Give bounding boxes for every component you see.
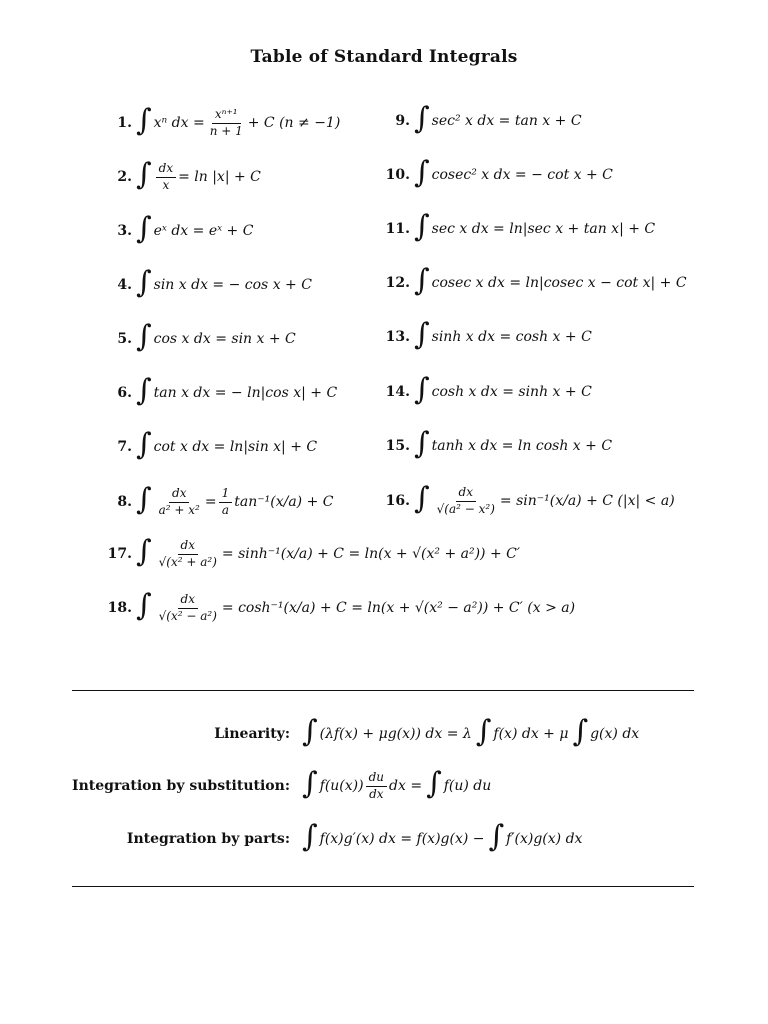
integral-row-12 bbox=[378, 263, 687, 303]
integral-number: 13. bbox=[385, 329, 410, 345]
fraction-denominator: a² + x² bbox=[158, 502, 200, 517]
integral-lhs: xⁿ dx = bbox=[153, 115, 205, 131]
integral-rhs: + C (n ≠ −1) bbox=[247, 115, 341, 131]
integral-row-5 bbox=[104, 319, 296, 359]
integral-lhs: sec² x dx = tan x + C bbox=[431, 113, 582, 129]
integral-number: 7. bbox=[117, 439, 132, 455]
integral-sign: ∫ bbox=[302, 766, 318, 801]
rule-linearity bbox=[0, 712, 768, 756]
integral-number: 8. bbox=[117, 494, 132, 510]
integral-lhs: sinh x dx = cosh x + C bbox=[431, 329, 592, 345]
integral-number: 15. bbox=[385, 438, 410, 454]
rule-part: f′(x)g(x) dx bbox=[506, 831, 583, 847]
integral-row-8 bbox=[104, 482, 333, 522]
integral-row-2 bbox=[104, 157, 261, 197]
equals-sign: = bbox=[204, 494, 217, 510]
integral-lhs: sin x dx = − cos x + C bbox=[153, 277, 312, 293]
integral-number: 5. bbox=[117, 331, 132, 347]
rule-label: Linearity: bbox=[214, 726, 290, 742]
fraction-numerator: xⁿ⁺¹ bbox=[212, 108, 241, 123]
integral-row-11 bbox=[378, 209, 655, 249]
bottom-divider bbox=[72, 886, 694, 887]
integral-lhs: tan x dx = − ln|cos x| + C bbox=[153, 385, 338, 401]
integral-number: 3. bbox=[117, 223, 132, 239]
fraction-numerator: dx bbox=[169, 487, 189, 502]
integral-sign: ∫ bbox=[136, 211, 152, 246]
integral-sign: ∫ bbox=[136, 534, 152, 569]
integral-row-16 bbox=[378, 481, 675, 521]
integral-number: 1. bbox=[117, 115, 132, 131]
integral-sign: ∫ bbox=[136, 157, 152, 192]
integral-lhs: tanh x dx = ln cosh x + C bbox=[431, 438, 613, 454]
integral-sign: ∫ bbox=[572, 714, 589, 749]
page-title: Table of Standard Integrals bbox=[250, 47, 518, 67]
integral-number: 6. bbox=[117, 385, 132, 401]
fraction-denominator: √(x² + a²) bbox=[158, 554, 217, 569]
integral-rhs: = cosh⁻¹(x/a) + C = ln(x + √(x² − a²)) + C′ (x > a) bbox=[221, 600, 576, 616]
integral-sign: ∫ bbox=[136, 319, 152, 354]
integral-lhs: cot x dx = ln|sin x| + C bbox=[153, 439, 318, 455]
fraction-numerator: du bbox=[366, 771, 387, 786]
integral-rhs: = ln |x| + C bbox=[178, 169, 261, 185]
integral-sign: ∫ bbox=[136, 373, 152, 408]
fraction bbox=[366, 771, 387, 800]
integral-sign: ∫ bbox=[414, 101, 430, 136]
rule-part: f(x) dx + μ bbox=[493, 726, 569, 742]
integral-number: 17. bbox=[107, 546, 132, 562]
integral-row-9 bbox=[378, 101, 582, 141]
integral-sign: ∫ bbox=[414, 209, 430, 244]
integral-sign: ∫ bbox=[136, 103, 152, 138]
rule-parts bbox=[0, 817, 768, 861]
integral-lhs: eˣ dx = eˣ + C bbox=[153, 223, 254, 239]
fraction-denominator: a bbox=[221, 502, 229, 517]
integral-number: 16. bbox=[385, 493, 410, 509]
integral-number: 14. bbox=[385, 384, 410, 400]
fraction-denominator: x bbox=[162, 177, 170, 192]
integral-sign: ∫ bbox=[136, 482, 152, 517]
integral-number: 9. bbox=[395, 113, 410, 129]
fraction-numerator: dx bbox=[456, 486, 476, 501]
integral-sign: ∫ bbox=[414, 372, 430, 407]
fraction-denominator: dx bbox=[369, 786, 384, 801]
integral-sign: ∫ bbox=[414, 155, 430, 190]
integral-row-1 bbox=[104, 103, 340, 143]
integral-sign: ∫ bbox=[414, 426, 430, 461]
integral-row-10 bbox=[378, 155, 613, 195]
integral-lhs: cosec² x dx = − cot x + C bbox=[431, 167, 613, 183]
integral-number: 12. bbox=[385, 275, 410, 291]
fraction bbox=[219, 487, 233, 516]
fraction bbox=[156, 593, 220, 622]
integral-row-17 bbox=[98, 534, 520, 574]
integral-number: 2. bbox=[117, 169, 132, 185]
integral-lhs: cos x dx = sin x + C bbox=[153, 331, 296, 347]
integral-rhs: tan⁻¹(x/a) + C bbox=[234, 494, 334, 510]
integral-row-6 bbox=[104, 373, 337, 413]
integral-sign: ∫ bbox=[414, 317, 430, 352]
integral-sign: ∫ bbox=[414, 481, 430, 516]
rule-substitution bbox=[0, 764, 768, 808]
integral-row-18 bbox=[98, 588, 575, 628]
integral-row-14 bbox=[378, 372, 592, 412]
integral-lhs: cosh x dx = sinh x + C bbox=[431, 384, 592, 400]
fraction bbox=[156, 162, 176, 191]
integral-sign: ∫ bbox=[302, 714, 318, 749]
integral-sign: ∫ bbox=[302, 819, 318, 854]
integral-row-7 bbox=[104, 427, 317, 467]
integral-sign: ∫ bbox=[426, 766, 442, 801]
rule-part: f(x)g′(x) dx = f(x)g(x) − bbox=[319, 831, 485, 847]
fraction bbox=[156, 539, 220, 568]
integral-row-13 bbox=[378, 317, 592, 357]
fraction-numerator: dx bbox=[178, 539, 198, 554]
rule-part: (λf(x) + μg(x)) dx = λ bbox=[319, 726, 472, 742]
integral-rhs: = sinh⁻¹(x/a) + C = ln(x + √(x² + a²)) + C′ bbox=[221, 546, 521, 562]
fraction-denominator: n + 1 bbox=[209, 123, 243, 138]
fraction-denominator: √(a² − x²) bbox=[436, 501, 495, 516]
fraction bbox=[434, 486, 498, 515]
integral-number: 4. bbox=[117, 277, 132, 293]
fraction-numerator: 1 bbox=[219, 487, 233, 502]
integral-row-3 bbox=[104, 211, 253, 251]
integral-number: 11. bbox=[385, 221, 410, 237]
fraction bbox=[156, 487, 203, 516]
integral-sign: ∫ bbox=[136, 265, 152, 300]
integral-sign: ∫ bbox=[414, 263, 430, 298]
rule-part: dx = bbox=[389, 778, 423, 794]
rule-part: g(x) dx bbox=[590, 726, 640, 742]
rule-part: f(u) du bbox=[443, 778, 492, 794]
integral-number: 10. bbox=[385, 167, 410, 183]
fraction-denominator: √(x² − a²) bbox=[158, 608, 217, 623]
fraction-numerator: dx bbox=[178, 593, 198, 608]
integral-sign: ∫ bbox=[475, 714, 492, 749]
integral-row-15 bbox=[378, 426, 612, 466]
integral-lhs: cosec x dx = ln|cosec x − cot x| + C bbox=[431, 275, 687, 291]
integral-sign: ∫ bbox=[488, 819, 505, 854]
integral-sign: ∫ bbox=[136, 427, 152, 462]
integral-row-4 bbox=[104, 265, 312, 305]
integral-number: 18. bbox=[107, 600, 132, 616]
integral-sign: ∫ bbox=[136, 588, 152, 623]
fraction bbox=[207, 108, 246, 137]
rule-label: Integration by parts: bbox=[126, 831, 290, 847]
top-divider bbox=[72, 690, 694, 691]
integral-lhs: sec x dx = ln|sec x + tan x| + C bbox=[431, 221, 656, 237]
rule-part: f(u(x)) bbox=[319, 778, 364, 794]
fraction-numerator: dx bbox=[156, 162, 176, 177]
rule-label: Integration by substitution: bbox=[72, 778, 290, 794]
integral-rhs: = sin⁻¹(x/a) + C (|x| < a) bbox=[499, 493, 675, 509]
